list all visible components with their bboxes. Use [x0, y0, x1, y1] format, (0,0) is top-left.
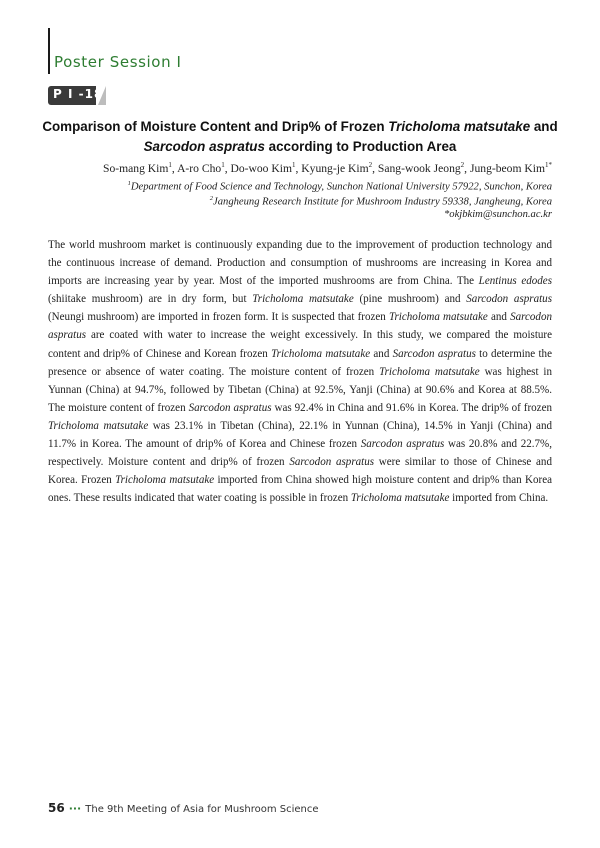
species-name: Sarcodon aspratus: [48, 311, 552, 342]
abstract-text: The world mushroom market is continuously expanding due to the improvement of production technology and the continuous increase of demand. Production and consumption of mushrooms are increasing in Korea and imports are increasing year by year. Most of the imported mushrooms are from China. The: [48, 239, 552, 288]
author-name: Do-woo Kim: [230, 161, 292, 175]
species-name: Sarcodon aspratus: [466, 293, 552, 306]
conference-name: The 9th Meeting of Asia for Mushroom Science: [85, 804, 319, 815]
page-footer: [48, 799, 319, 817]
abstract-body: [48, 236, 552, 507]
abstract-text: were similar to those of Chinese and Korea. Frozen: [48, 456, 552, 487]
author-name: Jung-beom Kim: [469, 161, 545, 175]
title-species: Tricholoma matsutake: [388, 119, 531, 134]
abstract-text: to determine the presence or absence of water coating. The moisture content of frozen: [48, 347, 552, 378]
author-name: Sang-wook Jeong: [377, 161, 461, 175]
abstract-text: and: [370, 347, 393, 360]
abstract-text: (pine mushroom) and: [353, 293, 467, 306]
abstract-text: and: [487, 311, 511, 324]
author-affiliation-mark: 1*: [545, 161, 552, 169]
species-name: Tricholoma matsutake: [48, 419, 149, 432]
author-name: So-mang Kim: [103, 161, 169, 175]
author-affiliation-mark: 1: [292, 161, 296, 169]
abstract-text: (shiitake mushroom) are in dry form, but: [48, 293, 253, 306]
title-part: according to Production Area: [264, 139, 457, 154]
abstract-text: was 92.4% in China and 91.6% in Korea. The drip% of frozen: [271, 401, 552, 414]
author-name: Kyung-je Kim: [301, 161, 369, 175]
poster-code: P I -18: [53, 87, 104, 101]
species-name: Tricholoma matsutake: [388, 311, 488, 324]
abstract-text: imported from China showed high moisture content and drip% than Korea ones. These results indicated that water coating is possible in frozen: [48, 474, 553, 505]
species-name: Sarcodon aspratus: [289, 456, 375, 469]
species-name: Tricholoma matsutake: [252, 293, 354, 306]
abstract-paragraph: [48, 236, 552, 507]
author-affiliation-mark: 1: [168, 161, 172, 169]
abstract-text: was 20.8% and 22.7%, respectively. Moisture content and drip% of frozen: [48, 438, 552, 469]
title-species: Sarcodon aspratus: [143, 139, 265, 154]
corresponding-email: *okjbkim@sunchon.ac.kr: [443, 209, 552, 220]
affiliation-2: [210, 195, 552, 208]
author-affiliation-mark: 2: [460, 161, 465, 169]
species-name: Tricholoma matsutake: [115, 474, 215, 487]
species-name: Tricholoma matsutake: [379, 365, 480, 378]
poster-code-badge: [48, 86, 108, 105]
species-name: Sarcodon aspratus: [188, 401, 272, 414]
paper-title: [40, 117, 560, 157]
affiliation-mark: 2: [209, 195, 214, 202]
affiliation-mark: 1: [127, 180, 131, 187]
affiliation-text: Department of Food Science and Technology, Sunchon National University 57922, Sunchon, Korea: [130, 181, 552, 193]
author-list: So-mang Kim$^1$, A-ro Cho$^1$, Do-woo Kim$^1$, Kyung-je Kim$^2$, Sang-wook Jeong$^2$, Jung-beom Kim$^{1*}$: [103, 161, 552, 175]
title-part: Comparison of Moisture Content and Drip% of Frozen: [42, 119, 389, 134]
affiliation-text: Jangheung Research Institute for Mushroom Industry 59338, Jangheung, Korea: [213, 196, 552, 208]
affiliation-1: [128, 180, 552, 193]
page-number: 56: [48, 801, 65, 815]
abstract-text: (Neungi mushroom) are imported in frozen form. It is suspected that frozen: [48, 311, 389, 324]
title-part: and: [530, 119, 558, 134]
abstract-text: imported from China.: [449, 492, 549, 505]
species-name: Sarcodon aspratus: [360, 438, 445, 451]
author-name: A-ro Cho: [177, 161, 222, 175]
species-name: Tricholoma matsutake: [271, 347, 371, 360]
abstract-text: was 23.1% in Tibetan (China), 22.1% in Yunnan (China), 14.5% in Yanji (China) and 11.7% in Korea. The amount of drip% of Korea and Chinese frozen: [48, 419, 553, 451]
session-title: Poster Session I: [54, 53, 182, 71]
abstract-text: was highest in Yunnan (China) at 94.7%, followed by Tibetan (China) at 92.5%, Yanji (China) at 90.6% and Korea at 88.5%. The moisture content of frozen: [48, 365, 553, 414]
session-bar: [48, 28, 50, 74]
footer-dots: ···: [68, 802, 82, 815]
author-affiliation-mark: 1: [221, 161, 225, 169]
species-name: Sarcodon aspratus: [392, 347, 476, 360]
author-affiliation-mark: 2: [368, 161, 373, 169]
abstract-text: are coated with water to increase the weight excessively. In this study, we compared the moisture content and drip% of Chinese and Korean frozen: [48, 329, 552, 360]
species-name: Tricholoma matsutake: [350, 492, 450, 505]
species-name: Lentinus edodes: [478, 275, 552, 288]
